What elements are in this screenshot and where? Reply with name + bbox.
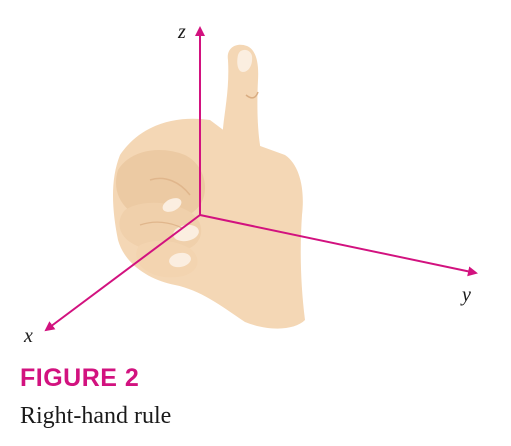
figure-caption-text: Right-hand rule bbox=[20, 403, 172, 429]
y-axis-label: y bbox=[462, 284, 471, 306]
x-axis-label: x bbox=[24, 325, 33, 347]
z-axis-label: z bbox=[178, 21, 186, 43]
right-hand-icon bbox=[113, 45, 305, 329]
figure-caption-title: FIGURE 2 bbox=[20, 364, 140, 392]
